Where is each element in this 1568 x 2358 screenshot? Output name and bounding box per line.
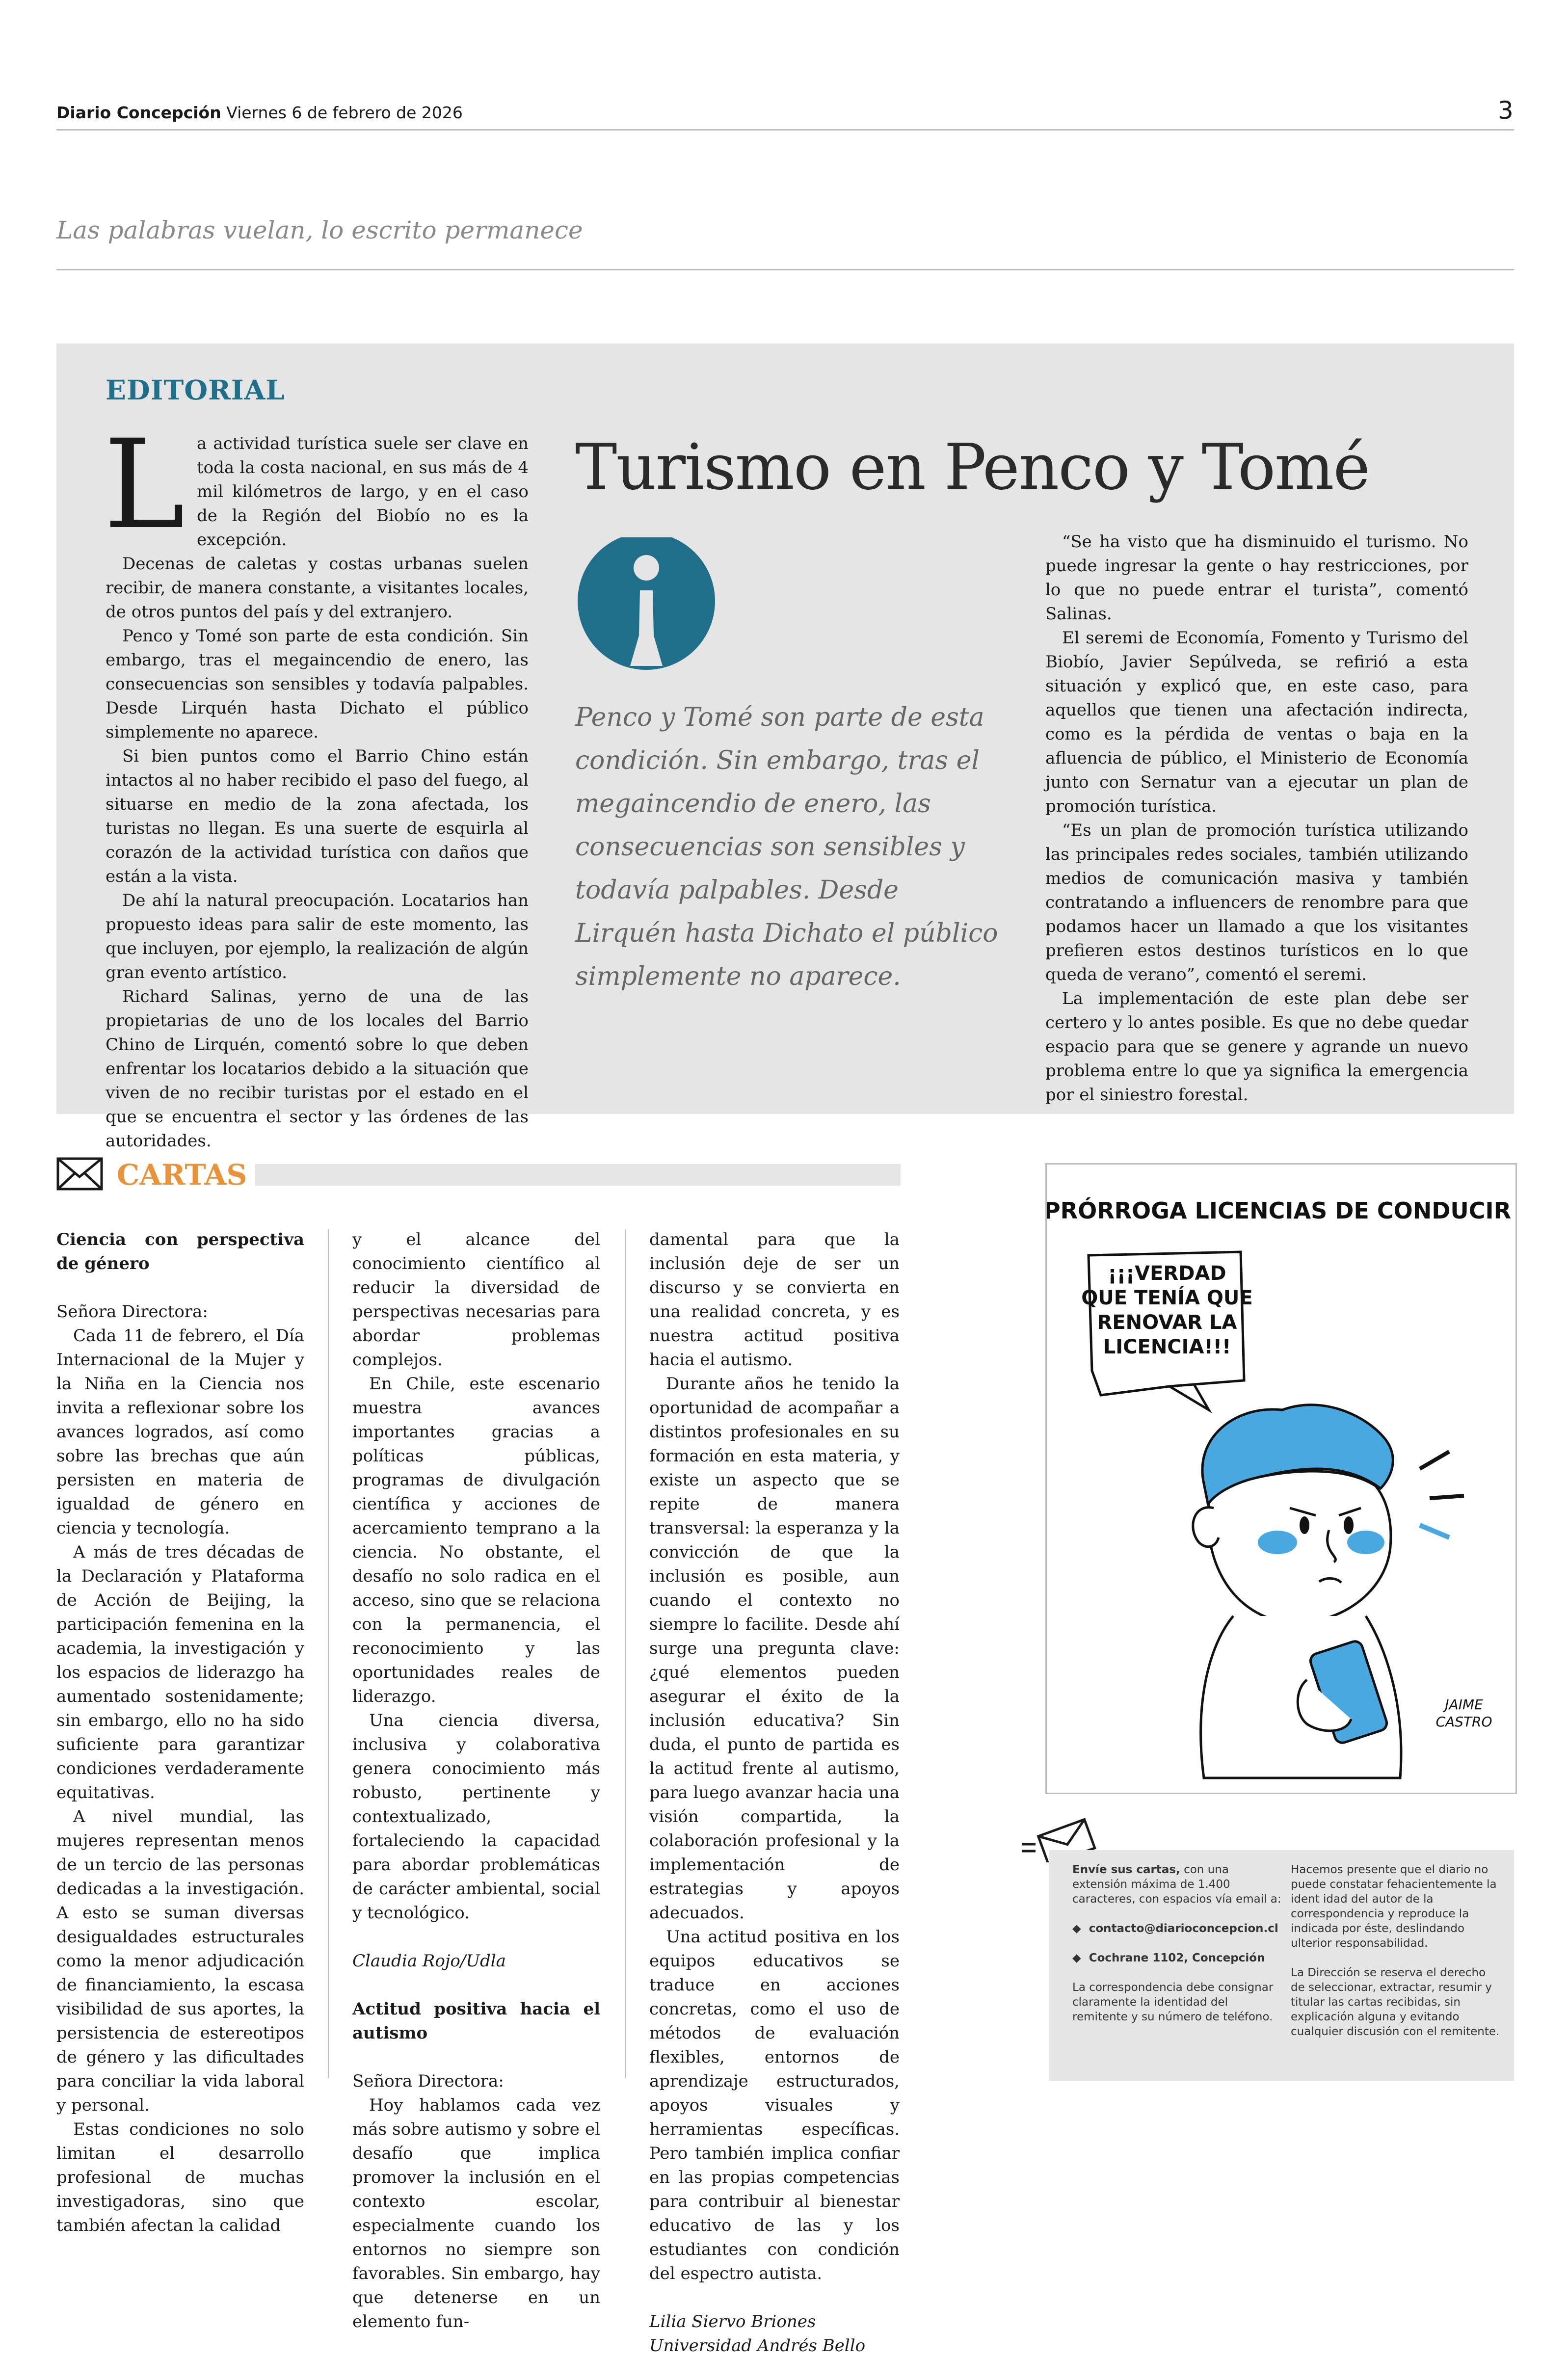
editorial-column-right [1045, 530, 1468, 1107]
info-email[interactable]: contacto@diarioconcepcion.cl [1089, 1922, 1278, 1935]
editorial-lead: La actividad turística suele ser clave en toda la costa nacional, en sus más de 4 mil kilómetros de largo, y en el caso de la Región del Biobío no es la excepción. [104, 413, 529, 556]
cartoon-signature: CASTRO [1435, 1714, 1492, 1730]
editorial-paragraph: Si bien puntos como el Barrio Chino están intactos al no haber recibido el paso del fuego, al situarse en medio de la zona afectada, los turistas no llegan. Es una suerte de esquirla al corazón de la actividad turística con daños que están a la vista. [106, 746, 529, 886]
letter-signature: Claudia Rojo/Udla [352, 1951, 506, 1971]
editorial-cartoon [1045, 1163, 1517, 1794]
info-note: La correspondencia debe consignar claramente la identidad del remitente y su número de teléfono. [1072, 1981, 1274, 2023]
editorial-paragraph: Decenas de caletas y costas urbanas suelen recibir, de manera constante, a visitantes locales, de otros puntos del país y del extranjero. [106, 554, 529, 622]
letter-paragraph: Hoy hablamos cada vez más sobre autismo y sobre el desafío que implica promover la inclusión en el contexto escolar, especialmente cuando los entornos no siempre son favorables. Sin embargo, hay que detenerse en un elemento fun- [352, 2095, 600, 2332]
editorial-paragraph: El seremi de Economía, Fomento y Turismo del Biobío, Javier Sepúlveda, se refirió a esta situación y explicó que, en este caso, para aquellos que tienen una afectación indirecta, como es la pérdida de ventas o baja en la afluencia de público, el Ministerio de Economía junto con Sernatur van a ejecutar un plan de promoción turística. [1045, 628, 1468, 816]
letter-paragraph: Una actitud positiva en los equipos educativos se traduce en acciones concretas, como el uso de métodos de evaluación flexibles, entornos de aprendizaje estructurados, apoyos visuales y herramientas específicas. Pero también implica confiar en las propias competencias para contribuir al bienestar educativo de las y los estudiantes con condición del espectro autista. [649, 1927, 900, 2283]
info-reserve: La Dirección se reserva el derecho de seleccionar, extractar, resumir y titular las cartas recibidas, sin explicación alguna y evitando cualquier discusión con el remitente. [1291, 1966, 1500, 2038]
letter-title: Ciencia con perspectiva de género [56, 1230, 304, 1273]
letter-paragraph: A nivel mundial, las mujeres representan menos de un tercio de las personas dedicadas a la investigación. A esto se suman diversas desigualdades estructurales como la menor adjudicación de financiamiento, la escasa visibilidad de sus aportes, la persistencia de estereotipos de género y las dificultades para conciliar la vida laboral y personal. [56, 1807, 304, 2115]
letters-column-2 [352, 1228, 600, 2334]
letter-paragraph: En Chile, este escenario muestra avances importantes gracias a políticas públicas, programas de divulgación científica y acciones de acercamiento temprano a la ciencia. No obstante, el desafío no solo radica en el acceso, sino que se relaciona con la permanencia, el reconocimiento y las oportunidades reales de liderazgo. [352, 1374, 600, 1706]
editorial-label: EDITORIAL [106, 374, 285, 406]
editorial-paragraph: “Se ha visto que ha disminuido el turismo. No puede ingresar la gente o hay restricciones, por lo que no puede entrar el turista”, comentó Salinas. [1045, 532, 1468, 624]
editorial-pull-quote: Penco y Tomé son parte de esta condición. Sin embargo, tras el megaincendio de enero, las consecuencias son sensibles y todavía palpables. Desde Lirquén hasta Dichato el público simplemente no aparece. [575, 703, 998, 991]
envelope-icon [56, 1157, 103, 1191]
letter-paragraph: Cada 11 de febrero, el Día Internacional de la Mujer y la Niña en la Ciencia nos invita a reflexionar sobre los avances logrados, así como sobre las brechas que aún persisten en materia de igualdad de género en ciencia y tecnología. [56, 1326, 304, 1538]
header-rule [56, 129, 1514, 131]
info-icon [575, 537, 718, 670]
speech-line: LICENCIA!!! [1103, 1336, 1231, 1358]
letter-paragraph: Durante años he tenido la oportunidad de acompañar a distintos profesionales en su formación en esta materia, y existe un aspecto que se repite de manera transversal: la esperanza y la convicción de que la inclusión es posible, aun cuando el contexto no siempre lo facilite. Desde ahí surge una pregunta clave: ¿qué elementos pueden asegurar el éxito de la inclusión educativa? Sin duda, el punto de partida es la actitud frente al autismo, para luego avanzar hacia una visión compartida, la colaboración profesional y la implementación de estrategias y apoyos adecuados. [649, 1374, 900, 1923]
letter-signature-name: Lilia Siervo Briones [649, 2312, 816, 2332]
editorial-paragraph: Richard Salinas, yerno de una de las propietarias de uno de los locales del Barrio Chino de Lirquén, comentó sobre lo que deben enfrentar los locatarios debido a la situación que viven de no recibir turistas por el estado en el que se encuentra el sector y las órdenes de las autoridades. [106, 987, 529, 1151]
speech-line: RENOVAR LA [1097, 1311, 1237, 1334]
letter-paragraph: y el alcance del conocimiento científico al reducir la diversidad de perspectivas necesarias para abordar problemas complejos. [352, 1230, 600, 1370]
speech-line: ¡¡¡VERDAD [1108, 1262, 1226, 1285]
drop-cap: L [104, 413, 186, 556]
editorial-title: Turismo en Penco y Tomé [575, 431, 1370, 504]
speech-line: QUE TENÍA QUE [1081, 1287, 1253, 1309]
column-divider [625, 1229, 626, 2078]
column-divider [328, 1229, 329, 2078]
editorial-paragraph: Penco y Tomé son parte de esta condición. Sin embargo, tras el megaincendio de enero, las consecuencias son sensibles y todavía palpables. Desde Lirquén hasta Dichato el público simplemente no aparece. [106, 626, 529, 742]
cartoon-title: PRÓRROGA LICENCIAS DE CONDUCIR [1047, 1197, 1512, 1224]
motto-rule [56, 269, 1514, 270]
cartoon-drawing [1047, 1165, 1515, 1793]
editorial-column-left [104, 413, 529, 1153]
editorial-paragraph: La implementación de este plan debe ser certero y lo antes posible. Es que no debe quedar espacio para que se genere y agrande un nuevo problema entre lo que ya significa la emergencia por el siniestro forestal. [1045, 989, 1468, 1105]
cartas-header-bar [255, 1164, 901, 1186]
letter-salutation: Señora Directora: [352, 2071, 504, 2091]
section-motto: Las palabras vuelan, lo escrito permanece [56, 216, 583, 244]
issue-date: Viernes 6 de febrero de 2026 [226, 103, 463, 122]
page-header [56, 103, 463, 122]
editorial-paragraph: De ahí la natural preocupación. Locatarios han propuesto ideas para salir de este momento, las que incluyen, por ejemplo, la realización de algún gran evento artístico. [106, 891, 529, 982]
info-disclaimer: Hacemos presente que el diario no puede constatar fehacientemente la ident idad del autor de la correspondencia y reproduce la indicada por éste, deslindando ulterior responsabilidad. [1291, 1863, 1497, 1950]
paper-name: Diario Concepción [56, 103, 221, 122]
letter-paragraph: Una ciencia diversa, inclusiva y colaborativa genera conocimiento más robusto, pertinente y contextualizado, fortaleciendo la capacidad para abordar problemáticas de carácter ambiental, social y tecnológico. [352, 1711, 600, 1923]
page-number: 3 [1498, 96, 1514, 125]
cartas-label: CARTAS [117, 1158, 247, 1192]
cartoon-signature: JAIME [1445, 1696, 1483, 1713]
letters-column-1 [56, 1228, 304, 2238]
letter-title: Actitud positiva hacia el autismo [352, 1999, 600, 2043]
info-send-text: con una extensión máxima de 1.400 caracteres, con espacios vía email a: [1072, 1863, 1281, 1906]
letter-paragraph: A más de tres décadas de la Declaración y Plataforma de Acción de Beijing, la participación femenina en la academia, la investigación y los espacios de liderazgo ha aumentado sostenidamente; sin embargo, ello no ha sido suficiente para garantizar condiciones verdaderamente equitativas. [56, 1542, 304, 1802]
letter-signature-org: Universidad Andrés Bello [649, 2336, 866, 2356]
info-address: Cochrane 1102, Concepción [1089, 1952, 1265, 1964]
letter-paragraph: damental para que la inclusión deje de ser un discurso y se convierta en una realidad concreta, y es nuestra actitud positiva hacia el autismo. [649, 1230, 900, 1370]
letter-paragraph: Estas condiciones no solo limitan el desarrollo profesional de muchas investigadoras, sino que también afectan la calidad [56, 2120, 304, 2235]
info-right [1291, 1862, 1502, 2054]
editorial-paragraph: “Es un plan de promoción turística utilizando las principales redes sociales, también utilizando medios de comunicación masiva y también contratando a influencers de renombre para que podamos hacer un llamado a que los visitantes prefieren estos destinos turísticos en lo que queda de verano”, comentó el seremi. [1045, 821, 1468, 984]
info-send-title: Envíe sus cartas, [1072, 1863, 1180, 1876]
letters-column-3 [649, 1228, 900, 2358]
info-left: Envíe sus cartas, con una extensión máxima de 1.400 caracteres, con espacios vía email a: ◆ contacto@diarioconcepcion.cl ◆ Cochrane 1102, Concepción La correspondencia debe consignar claramente la identidad del remitente y su número de teléfono. [1072, 1862, 1283, 2039]
letter-salutation: Señora Directora: [56, 1302, 208, 1322]
